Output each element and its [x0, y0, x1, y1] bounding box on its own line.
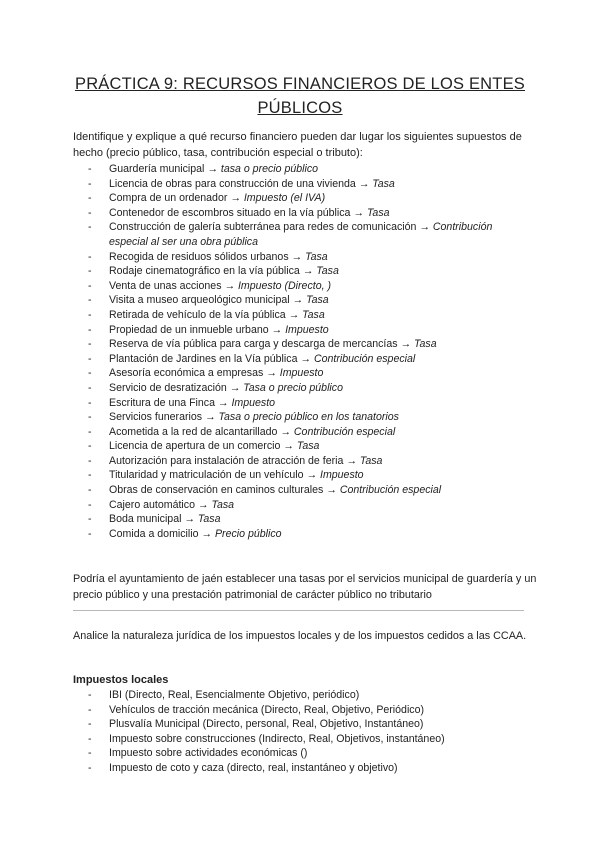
case-item: [88, 191, 528, 206]
case-text: Compra de un ordenador →: [109, 192, 244, 205]
case-item: [88, 323, 528, 338]
case-text: Boda municipal →: [109, 513, 198, 526]
case-answer: Tasa: [197, 513, 221, 526]
case-item: [88, 162, 528, 177]
case-answer: Tasa: [302, 308, 325, 321]
local-tax-item: - Vehículos de tracción mecánica (Directo, Real, Objetivo, Periódico): [88, 703, 528, 718]
case-text: Retirada de vehículo de la vía pública →: [109, 308, 303, 321]
case-item: [88, 366, 528, 381]
case-answer: Tasa: [316, 265, 339, 278]
case-text: Venta de unas acciones →: [109, 279, 238, 292]
case-item: [88, 498, 528, 513]
case-text: Asesoría económica a empresas →: [109, 367, 280, 380]
case-item: [88, 220, 528, 249]
question-impuestos: Analice la naturaleza jurídica de los impuestos locales y de los impuestos cedidos a las CCAA.: [73, 630, 527, 642]
case-text: Servicios funerarios →: [109, 411, 219, 424]
case-answer: Tasa: [211, 498, 235, 511]
case-text: Propiedad de un inmueble urbano →: [109, 323, 286, 336]
case-text: Guardería municipal →: [109, 163, 221, 175]
local-tax-item: - Plusvalía Municipal (Directo, personal, Real, Objetivo, Instantáneo): [88, 717, 528, 732]
case-text: Plantación de Jardines en la Vía pública →: [109, 352, 314, 365]
case-answer: Impuesto: [231, 396, 276, 409]
case-text: Comida a domicilio →: [109, 527, 215, 540]
exercise-instructions: Identifique y explique a qué recurso financiero pueden dar lugar los siguientes supuestos de hecho (precio público, tasa, contribución especial o tributo):: [73, 131, 522, 159]
case-item: [88, 527, 528, 542]
case-text: Reserva de vía pública para carga y descarga de mercancías →: [109, 338, 415, 351]
case-item: [88, 177, 528, 192]
case-item: [88, 483, 528, 498]
local-tax-item: - Impuesto sobre actividades económicas (): [88, 746, 528, 761]
case-item: [88, 512, 528, 527]
case-answer: Impuesto: [285, 323, 329, 336]
case-text: Escritura de una Finca →: [109, 396, 232, 409]
case-answer: Contribución especial: [339, 484, 442, 497]
case-text: Titularidad y matriculación de un vehículo →: [109, 469, 320, 482]
case-item: [88, 468, 528, 483]
case-item: [88, 410, 528, 425]
local-taxes-list: [88, 688, 528, 776]
case-answer: Contribución especial: [293, 425, 396, 438]
case-item: [88, 279, 528, 294]
case-text: Contenedor de escombros situado en la vía pública →: [109, 206, 367, 219]
case-answer: Impuesto (Directo, ): [237, 279, 332, 292]
case-answer: Tasa: [305, 250, 328, 263]
case-item: [88, 454, 528, 469]
case-answer: Tasa: [306, 294, 329, 307]
case-text: Cajero automático →: [109, 498, 212, 511]
question-guarderia: Podría el ayuntamiento de jaén establecer una tasas por el servicios municipal de guardería y un precio público y una prestación patrimonial de carácter público no tributario: [73, 573, 537, 601]
case-answer: Impuesto (el IVA): [243, 192, 326, 205]
case-item: [88, 293, 528, 308]
case-text: Licencia de apertura de un comercio →: [109, 440, 297, 453]
case-text: Visita a museo arqueológico municipal →: [109, 294, 307, 307]
case-item: [88, 264, 528, 279]
case-answer: Tasa o precio público en los tanatorios: [218, 411, 399, 424]
case-item: [88, 396, 528, 411]
case-answer: Tasa o precio público: [243, 381, 343, 394]
case-item: [88, 250, 528, 265]
case-answer: Tasa: [366, 206, 390, 219]
case-answer: Tasa: [372, 177, 395, 190]
case-answer: Precio público: [214, 527, 282, 540]
case-text: Construcción de galería subterránea para redes de comunicación →: [109, 221, 433, 234]
local-tax-item: - IBI (Directo, Real, Esencialmente Objetivo, periódico): [88, 688, 528, 703]
case-text: Autorización para instalación de atracción de feria →: [109, 454, 360, 467]
case-text: Rodaje cinematográfico en la vía pública →: [109, 265, 317, 278]
case-text: Licencia de obras para construcción de una vivienda →: [109, 177, 373, 190]
case-item: [88, 439, 528, 454]
case-answer: Impuesto: [320, 469, 364, 482]
case-answer: tasa o precio público: [220, 163, 319, 175]
case-item: [88, 425, 528, 440]
case-item: [88, 206, 528, 221]
local-tax-item: - Impuesto sobre construcciones (Indirecto, Real, Objetivos, instantáneo): [88, 732, 528, 747]
case-text: Servicio de desratización →: [109, 381, 244, 394]
case-answer: Contribución especial: [313, 352, 416, 365]
case-answer: Contribución especial al ser una obra pública: [109, 221, 493, 248]
case-text: Recogida de residuos sólidos urbanos →: [109, 250, 306, 263]
cases-list: [88, 162, 528, 541]
case-answer: Impuesto: [279, 367, 324, 380]
case-text: Acometida a la red de alcantarillado →: [109, 425, 294, 438]
case-item: [88, 308, 528, 323]
case-answer: Tasa: [359, 454, 383, 467]
horizontal-divider: [73, 610, 524, 611]
section-heading-local-taxes: Impuestos locales: [73, 674, 169, 686]
case-item: [88, 381, 528, 396]
page-title: PRÁCTICA 9: RECURSOS FINANCIEROS DE LOS ENTES PÚBLICOS: [74, 75, 525, 117]
case-item: [88, 352, 528, 367]
case-answer: Tasa: [414, 338, 437, 351]
case-answer: Tasa: [296, 440, 320, 453]
case-text: Obras de conservación en caminos culturales →: [109, 484, 340, 497]
case-item: [88, 337, 528, 352]
local-tax-item: - Impuesto de coto y caza (directo, real, instantáneo y objetivo): [88, 761, 528, 776]
